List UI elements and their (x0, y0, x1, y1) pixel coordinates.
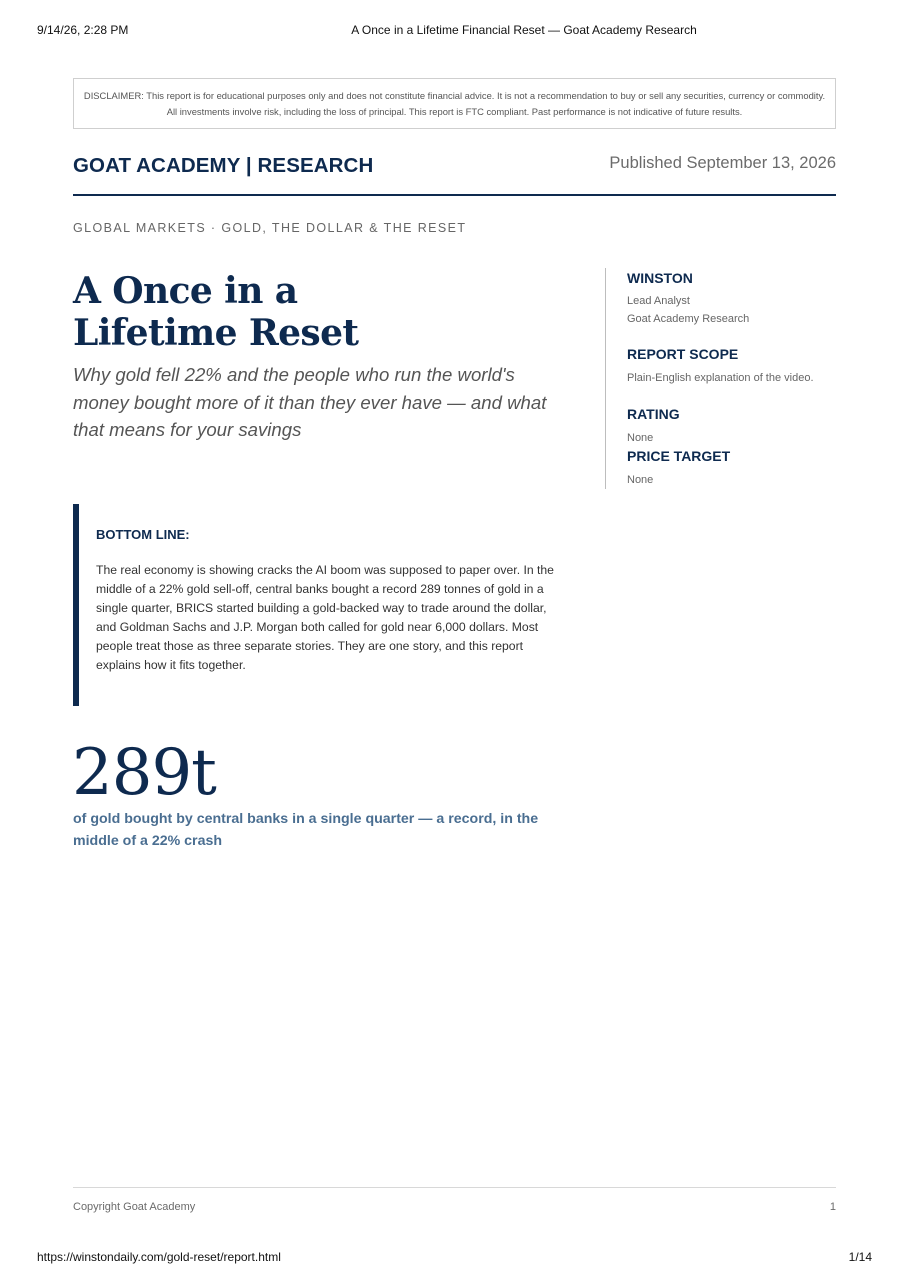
stat-caption: of gold bought by central banks in a single quarter — a record, in the middle of a 22% crash (73, 811, 539, 849)
brand-title: GOAT ACADEMY | RESEARCH (73, 154, 374, 177)
print-page-count: 1/14 (848, 1250, 872, 1264)
report-headline (73, 270, 593, 354)
bottom-line-title: BOTTOM LINE: (96, 527, 190, 542)
disclaimer-box: DISCLAIMER: This report is for educational purposes only and does not constitute financial advice. It is not a recommendation to buy or sell any securities, currency or commodity. All investments involve risk, including the loss of principal. This report is FTC compliant. Past performance is not indicative of future results. (73, 78, 836, 129)
footer-divider (73, 1187, 836, 1188)
bottom-line-callout (73, 504, 563, 706)
print-page-title: A Once in a Lifetime Financial Reset — Goat Academy Research (351, 23, 697, 37)
print-datetime: 9/14/26, 2:28 PM (37, 23, 129, 37)
masthead-divider (73, 194, 836, 196)
author-role: Lead Analyst (627, 295, 690, 307)
footer-page-number: 1 (829, 1201, 836, 1213)
report-scope-value: Plain-English explanation of the video. (627, 372, 814, 384)
print-url: https://winstondaily.com/gold-reset/report.html (37, 1250, 281, 1264)
price-target-value: None (627, 474, 654, 486)
report-meta-sidebar (605, 268, 837, 489)
stat-value: 289t (72, 736, 216, 810)
footer-copyright: Copyright Goat Academy (73, 1201, 196, 1213)
price-target-label: PRICE TARGET (627, 448, 731, 464)
rating-label: RATING (627, 406, 680, 422)
rating-value: None (627, 432, 654, 444)
headline-line-1: A Once in a (73, 270, 298, 312)
section-kicker: GLOBAL MARKETS · GOLD, THE DOLLAR & THE RESET (73, 221, 467, 235)
published-date: Published September 13, 2026 (609, 154, 836, 172)
author-name: WINSTON (627, 270, 693, 286)
bottom-line-body: The real economy is showing cracks the AI boom was supposed to paper over. In the middle of a 22% gold sell-off, central banks bought a record 289 tonnes of gold in a single quarter, BRICS started building a gold-backed way to trade around the dollar, and Goldman Sachs and J.P. Morgan both called for gold near 6,000 dollars. Most people treat those as three separate stories. They are one story, and this report explains how it fits together. (96, 563, 554, 672)
headline-line-2: Lifetime Reset (73, 312, 359, 354)
report-subhead: Why gold fell 22% and the people who run the world's money bought more of it than they ever have — and what that means for your savings (73, 364, 547, 440)
report-scope-label: REPORT SCOPE (627, 346, 739, 362)
author-org: Goat Academy Research (627, 313, 750, 325)
